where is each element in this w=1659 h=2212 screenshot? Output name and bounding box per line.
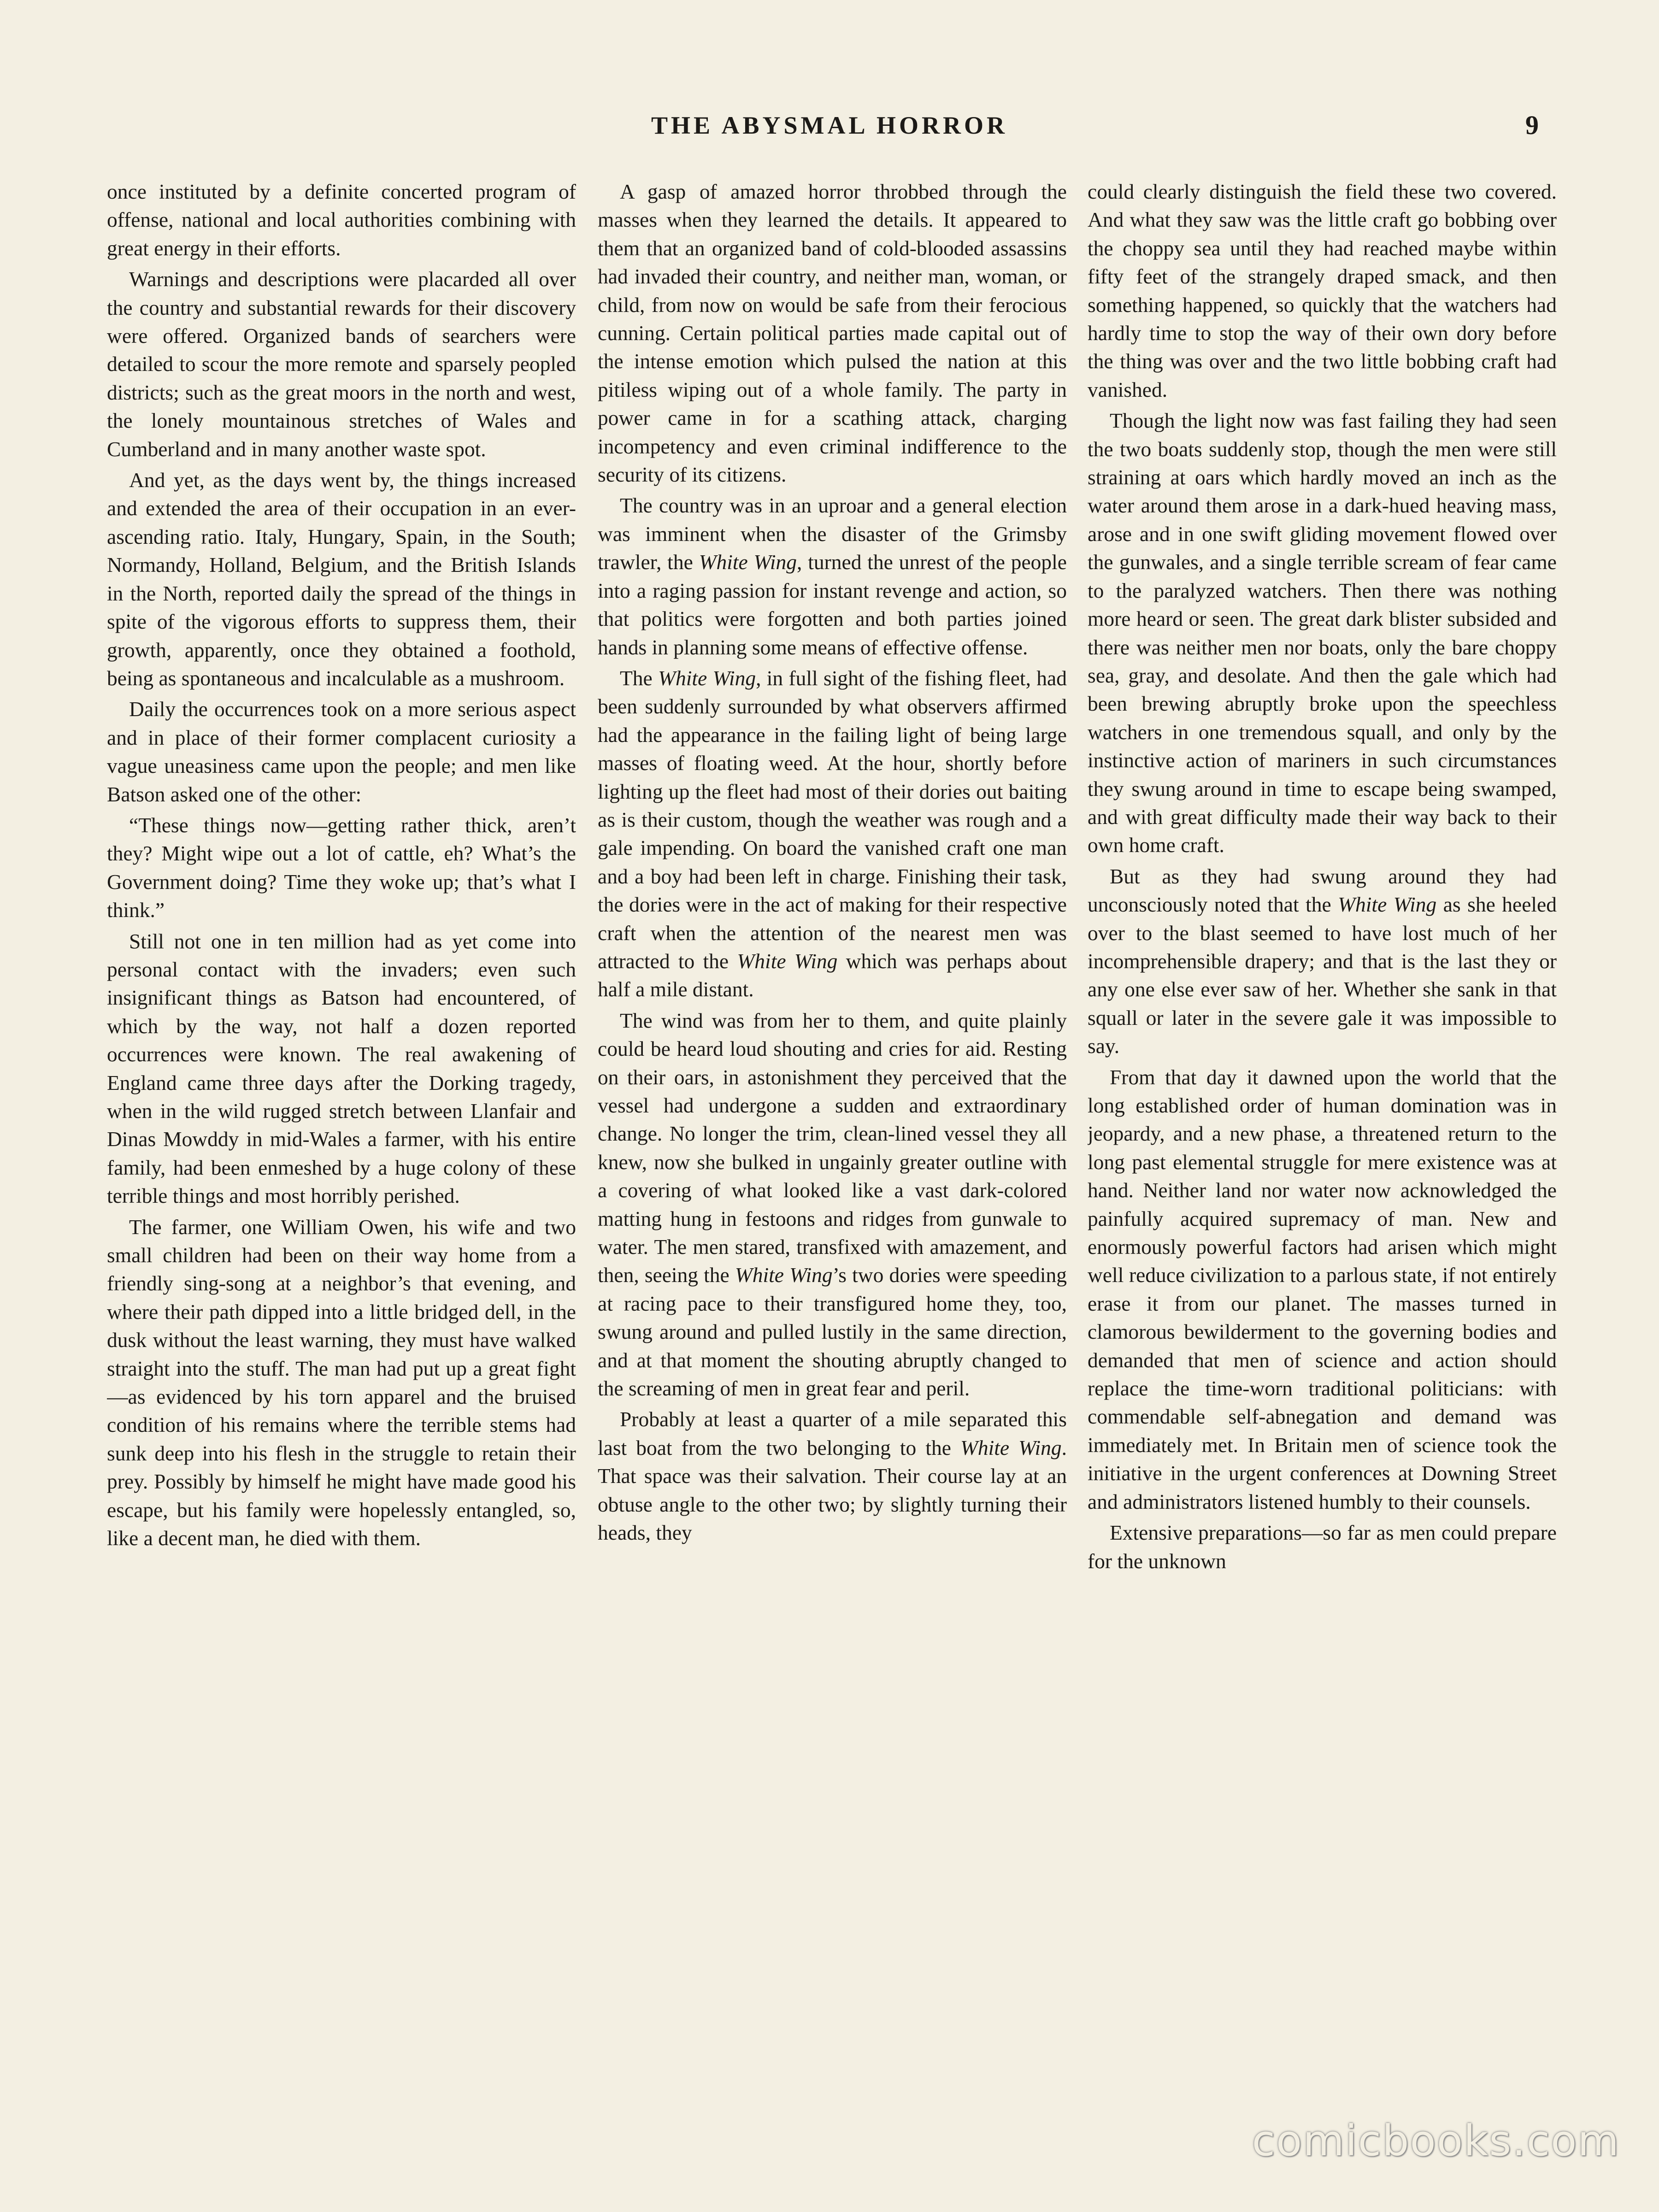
text-column-3: [1088, 177, 1557, 2090]
page-number: 9: [1525, 110, 1539, 140]
paragraph: Daily the occurrences took on a more serious aspect and in place of their former complacent curiosity a vague uneasiness came upon the people; and men like Batson asked one of the other:: [107, 697, 576, 806]
paragraph: “These things now—getting rather thick, aren’t they? Might wipe out a lot of cattle, eh? What’s the Government doing? Time they woke up; that’s what I think.”: [107, 813, 576, 922]
paragraph: The country was in an uproar and a general election was imminent when the disaster of the Grimsby trawler, the White Wing, turned the unrest of the people into a raging passion for instant revenge and action, so that politics were forgotten and both parties joined hands in planning some means of effective offense.: [598, 494, 1067, 659]
text-column-2: [598, 177, 1067, 2090]
paragraph: But as they had swung around they had unconsciously noted that the White Wing as she heeled over to the blast seemed to have lost much of her incomprehensible drapery; and that is the last they or any one else ever saw of her. Whether she sank in that squall or later in the severe gale it was impossible to say.: [1088, 864, 1557, 1058]
paragraph: The farmer, one William Owen, his wife and two small children had been on their way home from a friendly sing-song at a neighbor’s that evening, and where their path dipped into a little bridged dell, in the dusk without the least warning, they must have walked straight into the stuff. The man had put up a great fight—as evidenced by his torn apparel and the bruised condition of his remains where the terrible stems had sunk deep into his flesh in the struggle to retain their prey. Possibly by himself he might have made good his escape, but his family were hopelessly entangled, so, like a decent man, he died with them.: [107, 1215, 576, 1550]
paragraph: And yet, as the days went by, the things increased and extended the area of their occupation in an ever-ascending ratio. Italy, Hungary, Spain, in the South; Normandy, Holland, Belgium, and the British Islands in the North, reported daily the spread of the things in spite of the vigorous efforts to suppress them, their growth, apparently, once they obtained a foothold, being as spontaneous and incalculable as a mushroom.: [107, 468, 576, 690]
paragraph: The wind was from her to them, and quite plainly could be heard loud shouting and cries for aid. Resting on their oars, in astonishment they perceived that the vessel had undergone a sudden and extraordinary change. No longer the trim, clean-lined vessel they all knew, now she bulked in ungainly greater outline with a covering of what looked like a vast dark-colored matting hung in festoons and ridges from gunwale to water. The men stared, transfixed with amazement, and then, seeing the White Wing’s two dories were speeding at racing pace to their transfigured home they, too, swung around and pulled lustily in the same direction, and at that moment the shouting abruptly changed to the screaming of men in great fear and peril.: [598, 1008, 1067, 1400]
running-title: THE ABYSMAL HORROR: [651, 112, 1008, 139]
paragraph: From that day it dawned upon the world that the long established order of human domination was in jeopardy, and a new phase, a threatened return to the long past elemental struggle for mere existence was at hand. Neither land nor water now acknowledged the painfully acquired supremacy of man. New and enormously powerful factors had arisen which might well reduce civilization to a parlous state, if not entirely erase it from our planet. The masses turned in clamorous bewilderment to the governing bodies and demanded that men of science and action should replace the time-worn traditional politicians: with commendable self-abnegation and demand was immediately met. In Britain men of science took the initiative in the urgent conferences at Downing Street and administrators listened humbly to their counsels.: [1088, 1065, 1557, 1513]
paragraph: could clearly distinguish the field these two covered. And what they saw was the little craft go bobbing over the choppy sea until they had reached maybe within fifty feet of the strangely draped smack, and then something happened, so quickly that the watchers had hardly time to stop the way of their own dory before the thing was over and the two little bobbing craft had vanished.: [1088, 180, 1557, 401]
paragraph: Extensive preparations—so far as men could prepare for the unknown: [1088, 1521, 1557, 1573]
paragraph: Though the light now was fast failing they had seen the two boats suddenly stop, though the men were still straining at oars which hardly moved an inch as the water around them arose in a dark-hued heaving mass, arose and in one swift gliding movement flowed over the gunwales, and a single terrible scream of fear came to the paralyzed watchers. Then there was nothing more heard or seen. The great dark blister subsided and there was neither men nor boats, only the bare choppy sea, gray, and desolate. And then the gale which had been brewing abruptly broke upon the speechless watchers in one tremendous squall, and only by the instinctive action of mariners in such circumstances they swung around in time to escape being swamped, and with great difficulty made their way back to their own home craft.: [1088, 409, 1557, 857]
paragraph: Probably at least a quarter of a mile separated this last boat from the two belonging to the White Wing. That space was their salvation. Their course lay at an obtuse angle to the other two; by slightly turning their heads, they: [598, 1407, 1067, 1545]
paragraph: A gasp of amazed horror throbbed through the masses when they learned the details. It appeared to them that an organized band of cold-blooded assassins had invaded their country, and neither man, woman, or child, from now on would be safe from their ferocious cunning. Certain political parties made capital out of the intense emotion which pulsed the nation at this pitiless wiping out of a whole family. The party in power came in for a scathing attack, charging incompetency and even criminal indifference to the security of its citizens.: [598, 180, 1067, 487]
paragraph: The White Wing, in full sight of the fishing fleet, had been suddenly surrounded by what observers affirmed had the appearance in the failing light of being large masses of floating weed. At the hour, shortly before lighting up the fleet had most of their dories out baiting as is their custom, though the weather was rough and a gale impending. On board the vanished craft one man and a boy had been left in charge. Finishing their task, the dories were in the act of making for their respective craft when the attention of the nearest men was attracted to the White Wing which was perhaps about half a mile distant.: [598, 666, 1067, 1001]
paragraph: Warnings and descriptions were placarded all over the country and substantial rewards for their discovery were offered. Organized bands of searchers were detailed to scour the more remote and sparsely peopled districts; such as the great moors in the north and west, the lonely mountainous stretches of Wales and Cumberland and in many another waste spot.: [107, 267, 576, 461]
paragraph: Still not one in ten million had as yet come into personal contact with the invaders; even such insignificant things as Batson had encountered, of which by the way, not half a dozen reported occurrences were known. The real awakening of England came three days after the Dorking tragedy, when in the wild rugged stretch between Llanfair and Dinas Mowddy in mid-Wales a farmer, with his entire family, had been enmeshed by a huge colony of these terrible things and most horribly perished.: [107, 929, 576, 1208]
paragraph: once instituted by a definite concerted program of offense, national and local authorities combining with great energy in their efforts.: [107, 180, 576, 260]
text-column-1: [107, 177, 576, 2090]
site-watermark: comicbooks.com: [1252, 2116, 1620, 2165]
